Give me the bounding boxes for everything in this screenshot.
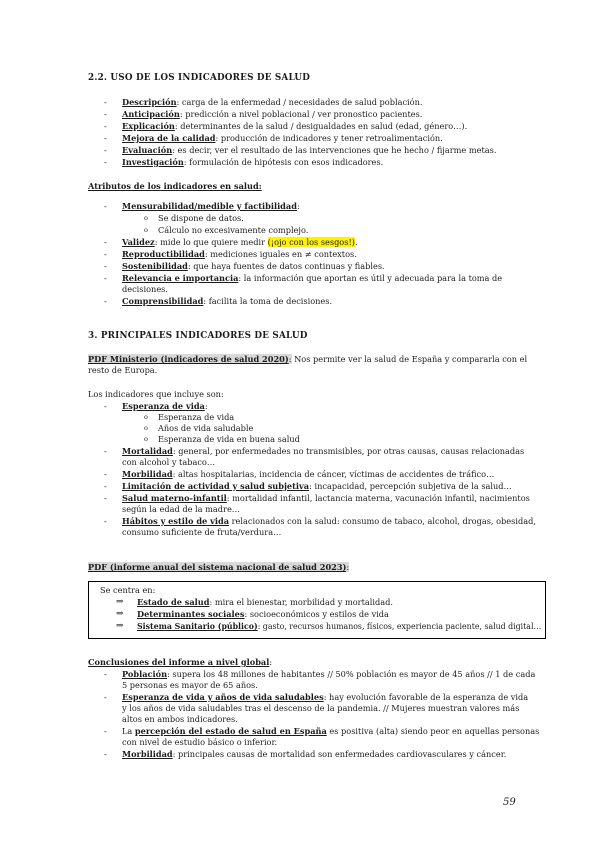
list-item-cont: según la edad de la madre… [122, 504, 240, 514]
bullet-dash: - [104, 692, 107, 702]
list-item-cont: decisiones. [122, 284, 168, 294]
text-span: Reproductibilidad [122, 249, 205, 259]
list-item [122, 97, 422, 108]
box-item [137, 621, 541, 632]
text-span: Conclusiones del informe a nivel global [88, 657, 270, 667]
text-span: : [288, 354, 292, 364]
pdf-informe-line [88, 562, 349, 573]
list-item [122, 692, 528, 703]
text-span: Relevancia e importancia [122, 273, 239, 283]
text-span: Salud materno-infantil [122, 493, 227, 503]
text-span: Explicación [122, 121, 175, 131]
text-span: Hábitos y estilo de vida [122, 516, 230, 526]
list-item [122, 109, 422, 120]
list-item [122, 157, 383, 168]
text-span: Anticipación [122, 109, 180, 119]
text-span: Morbilidad [122, 749, 173, 759]
text-span: : facilita la toma de decisiones. [203, 296, 333, 306]
text-span: Población [122, 669, 168, 679]
circle-bullet-icon: o [144, 214, 148, 222]
text-span: Sistema Sanitario (público) [137, 621, 258, 631]
text-span: : supera los 48 millones de habitantes // 50% población es mayor de 45 años // 1 de cada [167, 669, 536, 679]
text-span: : mira el bienestar, morbilidad y mortalidad. [209, 597, 393, 607]
list-item [122, 296, 332, 307]
text-span: Limitación de actividad y salud subjetiva [122, 481, 310, 491]
list-item [122, 133, 443, 144]
box-item [137, 609, 389, 620]
text-span: : formulación de hipótesis con esos indicadores. [183, 157, 384, 167]
bullet-dash: - [104, 157, 107, 167]
text-span: Mejora de la calidad [122, 133, 216, 143]
bullet-dash: - [104, 261, 107, 271]
text-span: Comprensibilidad [122, 296, 204, 306]
text-span: : incapacidad, percepción subjetiva de la salud… [309, 481, 512, 491]
box-item [137, 597, 393, 608]
sub-item: Cálculo no excesivamente complejo. [158, 225, 309, 235]
bullet-dash: - [104, 481, 107, 491]
list-item [122, 121, 467, 132]
text-span: Estado de salud [137, 597, 210, 607]
text-span: Investigación [122, 157, 184, 167]
list-item [122, 726, 539, 737]
text-span: : [269, 657, 273, 667]
text-span: La [122, 726, 135, 736]
list-item [122, 446, 524, 457]
list-item [122, 249, 357, 260]
list-item [122, 493, 530, 504]
indicators-intro: Los indicadores que incluye son: [88, 389, 224, 399]
list-item [122, 669, 535, 680]
bullet-dash: - [104, 201, 107, 211]
text-span: : carga de la enfermedad / necesidades de salud población. [176, 97, 423, 107]
text-span: : general, por enfermedades no transmisibles, por otras causas, causas relacionadas [172, 446, 525, 456]
text-span: Validez [122, 237, 155, 247]
text-span: : mediciones iguales en ≠ contextos. [204, 249, 357, 259]
list-item [122, 481, 512, 492]
conclusiones-title [88, 657, 272, 668]
bullet-dash: - [104, 109, 107, 119]
list-item [122, 469, 494, 480]
text-span: Sostenibilidad [122, 261, 188, 271]
circle-bullet-icon: o [144, 226, 148, 234]
text-span: es positiva (alta) siendo peor en aquellas personas [326, 726, 540, 736]
bullet-dash: - [104, 97, 107, 107]
text-span: relacionados con la salud: consumo de tabaco, alcohol, drogas, obesidad, [229, 516, 536, 526]
list-item [122, 749, 506, 760]
text-span: : es decir, ver el resultado de las intervenciones que he hecho / fijarme metas. [172, 145, 497, 155]
bullet-dash: - [104, 133, 107, 143]
bullet-dash: - [104, 237, 107, 247]
text-span: Nos permite ver la salud de España y compararla con el [291, 354, 528, 364]
list-item-cont: altos en ambos indicadores. [122, 714, 238, 724]
arrow-right-icon: ⇒ [116, 621, 124, 631]
list-item-cont: consumo suficiente de fruta/verdura… [122, 527, 282, 537]
page-number: 59 [503, 797, 516, 808]
bullet-dash: - [104, 516, 107, 526]
list-item-cont: con alcohol y tabaco… [122, 457, 216, 467]
list-item [122, 401, 208, 412]
text-span: : socioeconómicos y estilos de vida [244, 609, 389, 619]
text-span: Descripción [122, 97, 177, 107]
sub-item: Esperanza de vida [158, 412, 235, 422]
text-span: . [354, 237, 358, 247]
text-span: : producción de indicadores y tener retroalimentación. [215, 133, 443, 143]
text-span: : mide lo que quiere medir [154, 237, 268, 247]
text-span: : predicción a nivel poblacional / ver pronostico pacientes. [179, 109, 423, 119]
sub-item: Años de vida saludable [158, 423, 254, 433]
bullet-dash: - [104, 145, 107, 155]
text-span: : mortalidad infantil, lactancia materna, vacunación infantil, nacimientos [226, 493, 530, 503]
list-item-cont: y los años de vida saludables tras el descenso de la pandemia. // Mujeres muestran valores más [122, 703, 520, 713]
list-item [122, 516, 536, 527]
text-span: Evaluación [122, 145, 173, 155]
list-item [122, 201, 300, 212]
text-span: Morbilidad [122, 469, 173, 479]
highlight-text: (¡ojo con los sesgos!) [267, 237, 355, 247]
text-span: : [296, 201, 300, 211]
section-2-2-title: 2.2. USO DE LOS INDICADORES DE SALUD [88, 73, 311, 83]
text-span: Mortalidad [122, 446, 173, 456]
bullet-dash: - [104, 121, 107, 131]
list-item [122, 273, 502, 284]
sub-item: Se dispone de datos. [158, 213, 244, 223]
list-item [122, 145, 496, 156]
text-span: : la información que aportan es útil y adecuada para la toma de [238, 273, 503, 283]
list-item-cont: 5 personas es mayor de 65 años. [122, 680, 258, 690]
atributos-title: Atributos de los indicadores en salud: [88, 181, 262, 191]
text-span: : altas hospitalarias, incidencia de cáncer, víctimas de accidentes de tráfico… [172, 469, 495, 479]
bullet-dash: - [104, 296, 107, 306]
bullet-dash: - [104, 446, 107, 456]
text-span: : principales causas de mortalidad son enfermedades cardiovasculares y cáncer. [172, 749, 507, 759]
arrow-right-icon: ⇒ [116, 597, 124, 607]
text-span: Esperanza de vida [122, 401, 205, 411]
text-span: : determinantes de la salud / desigualdades en salud (edad, género…). [174, 121, 468, 131]
text-span: percepción del estado de salud en España [134, 726, 327, 736]
list-item-cont: con nivel de estudio básico o inferior. [122, 737, 278, 747]
section-3-title: 3. PRINCIPALES INDICADORES DE SALUD [88, 331, 308, 341]
text-span: Esperanza de vida y años de vida saludables [122, 692, 324, 702]
text-span: : que haya fuentes de datos continuas y fiables. [187, 261, 385, 271]
text-span: : [346, 562, 350, 572]
list-item [122, 261, 385, 272]
box-intro: Se centra en: [100, 585, 156, 595]
bullet-dash: - [104, 726, 107, 736]
text-span: : [204, 401, 208, 411]
bullet-dash: - [104, 401, 107, 411]
text-span: PDF (informe anual del sistema nacional de salud 2023) [88, 562, 347, 572]
bullet-dash: - [104, 249, 107, 259]
text-span: : gasto, recursos humanos, físicos, experiencia paciente, salud digital… [257, 621, 542, 631]
circle-bullet-icon: o [144, 413, 148, 421]
pdf-ministerio-line [88, 354, 527, 365]
text-span: Mensurabilidad/medible y factibilidad [122, 201, 297, 211]
list-item [122, 237, 358, 248]
bullet-dash: - [104, 493, 107, 503]
circle-bullet-icon: o [144, 435, 148, 443]
text-span: PDF Ministerio (indicadores de salud 2020) [88, 354, 289, 364]
bullet-dash: - [104, 273, 107, 283]
pdf-ministerio-cont: resto de Europa. [88, 365, 158, 375]
text-span: : hay evolución favorable de la esperanza de vida [323, 692, 529, 702]
bullet-dash: - [104, 669, 107, 679]
sub-item: Esperanza de vida en buena salud [158, 434, 300, 444]
text-span: Determinantes sociales [137, 609, 245, 619]
arrow-right-icon: ⇒ [116, 609, 124, 619]
bullet-dash: - [104, 469, 107, 479]
bullet-dash: - [104, 749, 107, 759]
circle-bullet-icon: o [144, 424, 148, 432]
